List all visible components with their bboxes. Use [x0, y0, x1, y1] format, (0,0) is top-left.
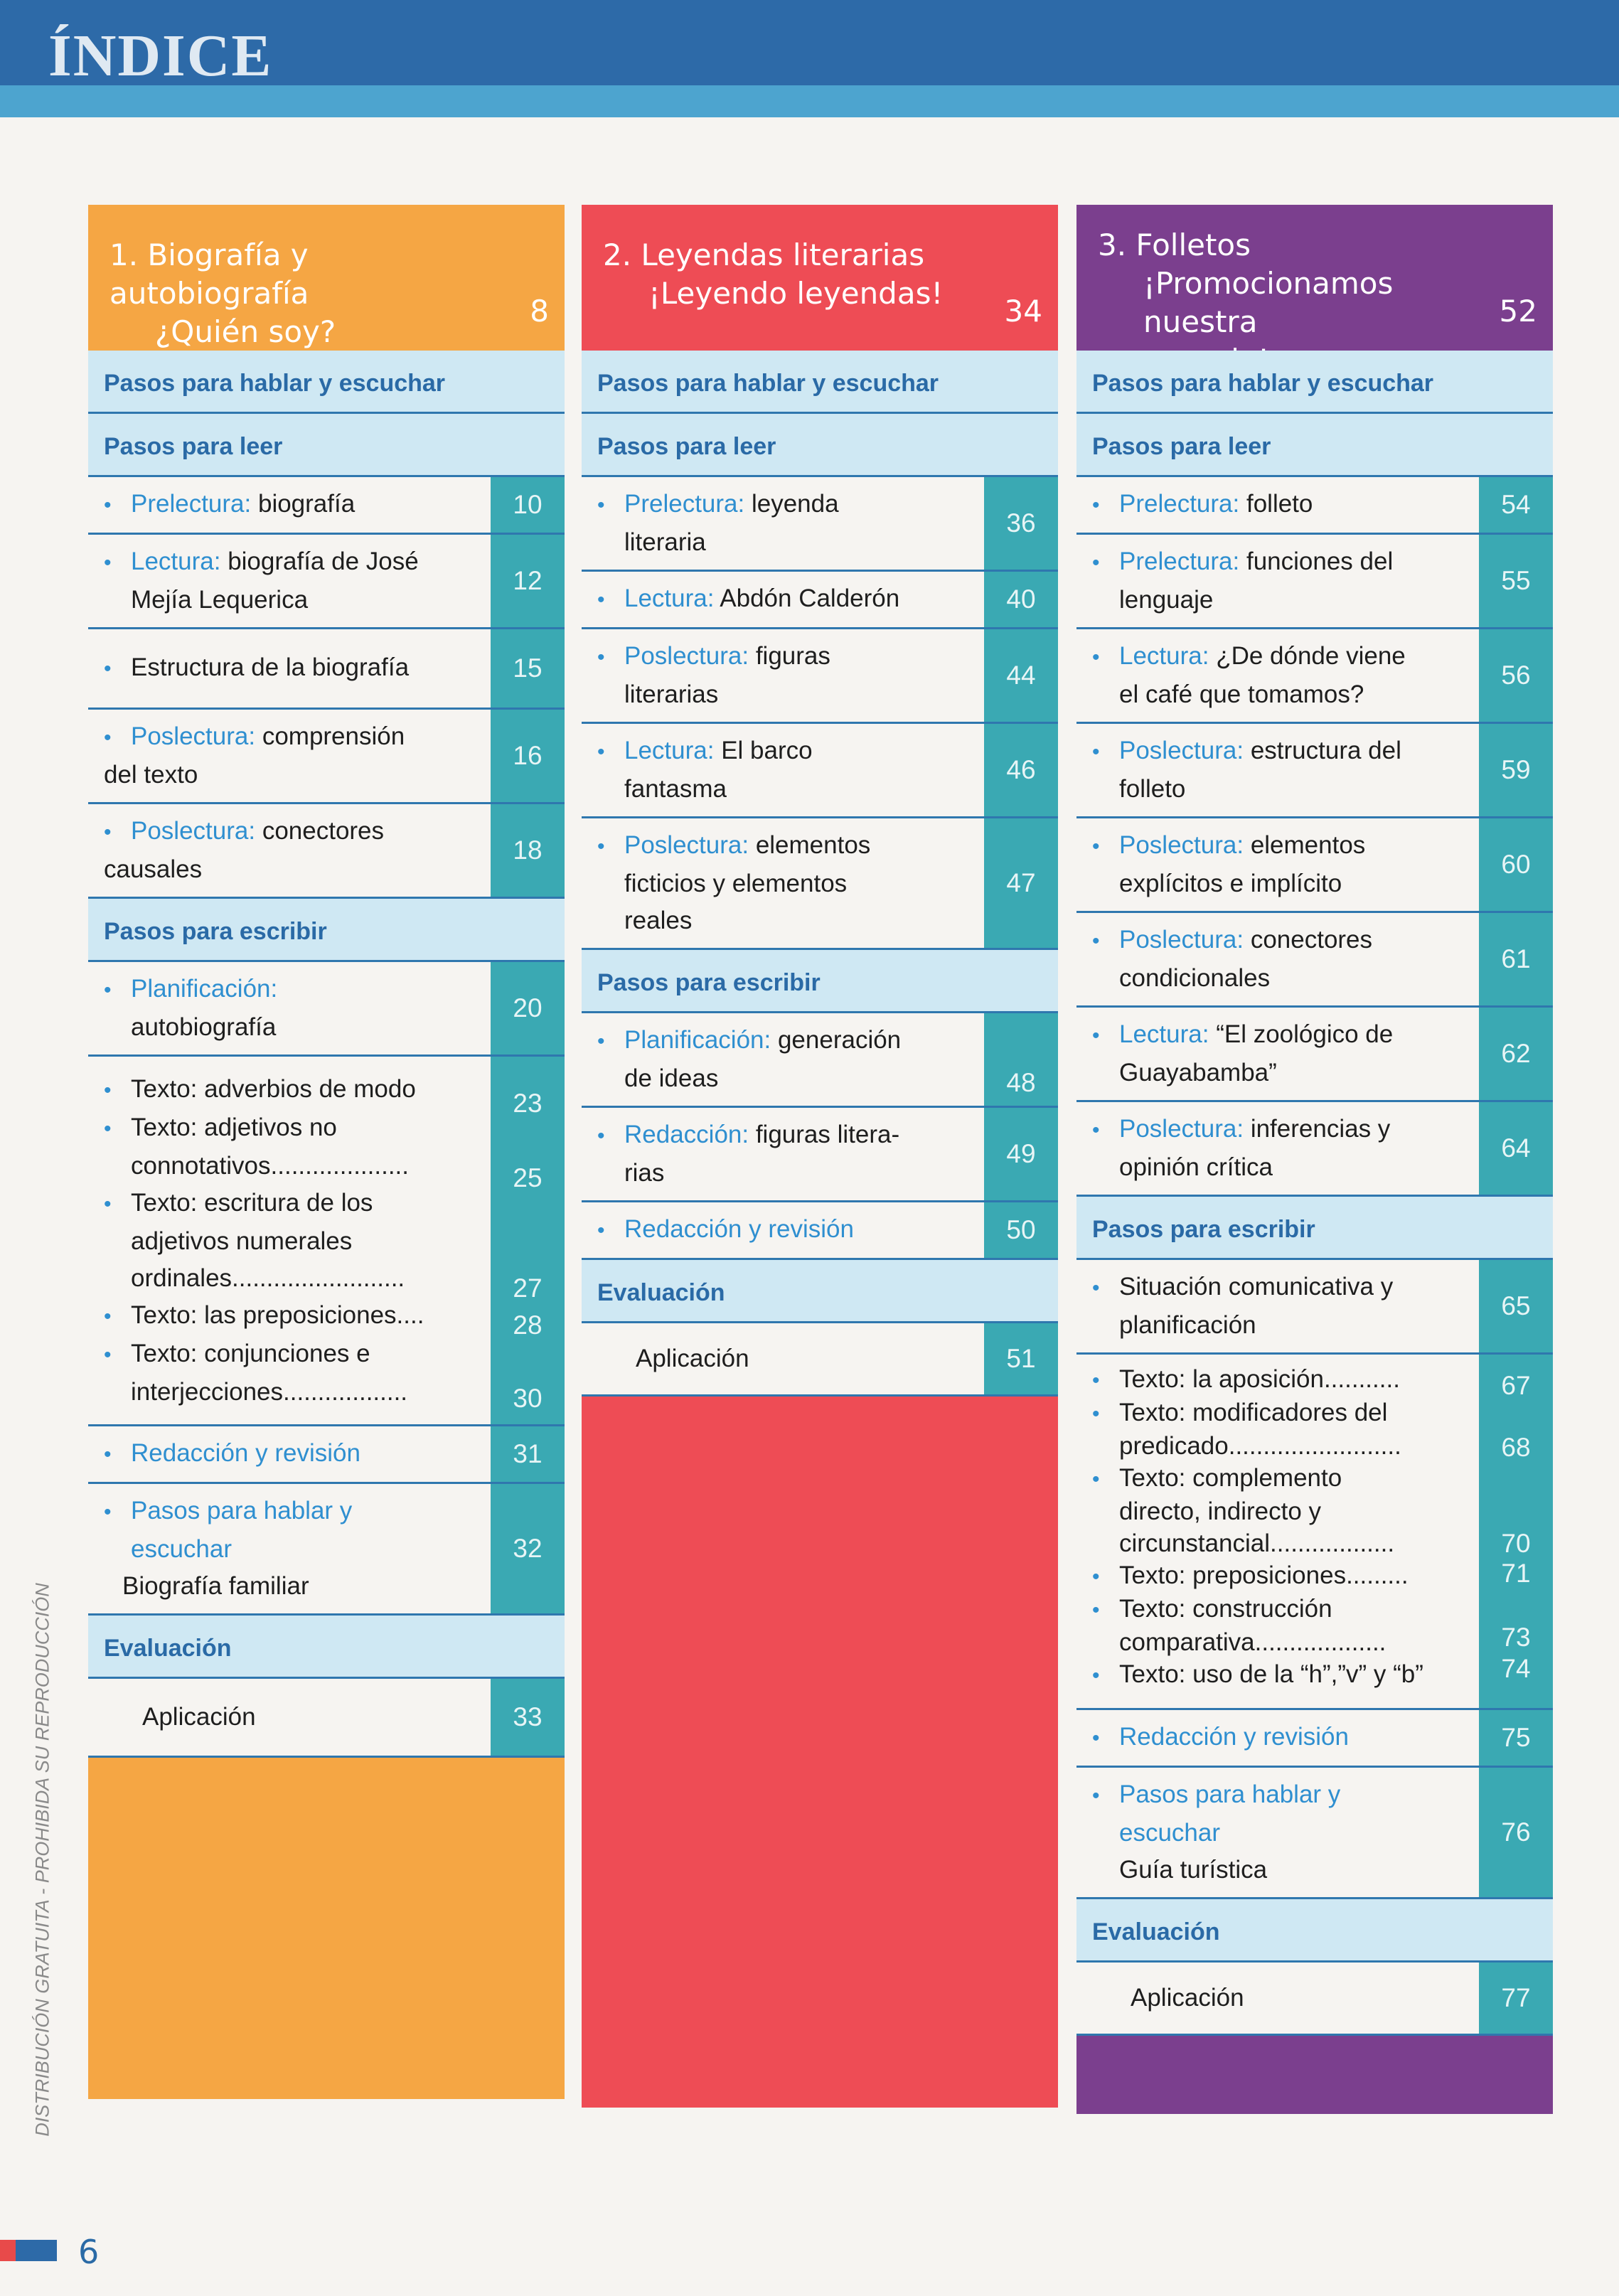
unit-2-page: 34 — [1004, 294, 1042, 329]
entry-page: 77 — [1501, 1983, 1531, 2012]
unit-3-body — [1076, 351, 1553, 2036]
entry-page: 23 — [513, 1089, 543, 1118]
entry-page: 16 — [513, 741, 543, 770]
bullet-icon: • — [1092, 1276, 1100, 1300]
toc-entry[interactable]: • Pasos para hablar y escuchar Guía turística 76 — [1076, 1768, 1553, 1899]
unit-3-subtitle: ¡Promocionamos nuestra — [1143, 266, 1394, 339]
entry-page: 50 — [1006, 1215, 1036, 1244]
entry-page: 74 — [1501, 1654, 1531, 1683]
toc-entry[interactable]: • Poslectura: conectores condicionales 61 — [1076, 913, 1553, 1008]
toc-entry[interactable]: • Situación comunicativa y planificación 65 — [1076, 1260, 1553, 1355]
toc-entry[interactable]: Aplicación 33 — [88, 1679, 565, 1758]
entry-page: 56 — [1501, 661, 1531, 690]
bullet-icon: • — [104, 1117, 112, 1141]
toc-entry[interactable]: • Poslectura: elementos explícitos e implícito 60 — [1076, 818, 1553, 913]
bullet-icon: • — [104, 1079, 112, 1102]
bullet-icon: • — [104, 657, 112, 680]
bullet-icon: • — [1092, 740, 1100, 764]
unit-2-header[interactable] — [582, 205, 1058, 351]
bullet-icon: • — [104, 821, 112, 844]
bullet-icon: • — [104, 493, 112, 517]
bullet-icon: • — [104, 1192, 112, 1216]
side-copyright-text: DISTRIBUCIÓN GRATUITA - PROHIBIDA SU REPRODUCCIÓN — [31, 1583, 53, 2137]
section-leer: Pasos para leer — [1076, 414, 1553, 477]
toc-entry[interactable]: • Prelectura: funciones del lenguaje 55 — [1076, 535, 1553, 629]
entry-page: 64 — [1501, 1133, 1531, 1163]
page-title: ÍNDICE — [48, 23, 273, 89]
bullet-icon: • — [597, 1219, 605, 1242]
toc-entry[interactable]: • Poslectura: figuras literarias 44 — [582, 629, 1058, 724]
unit-2-subtitle: ¡Leyendo leyendas! — [648, 276, 944, 311]
section-escribir: Pasos para escribir — [582, 950, 1058, 1013]
entry-page: 76 — [1501, 1817, 1531, 1847]
bullet-icon: • — [597, 1124, 605, 1148]
unit-1-subtitle: ¿Quién soy? — [155, 314, 336, 349]
bullet-icon: • — [1092, 1024, 1100, 1047]
unit-2-color-block — [582, 1397, 1058, 2108]
toc-entry[interactable]: • Lectura: “El zoológico de Guayabamba” 62 — [1076, 1008, 1553, 1102]
toc-entry[interactable]: Aplicación 51 — [582, 1323, 1058, 1397]
entry-page: 73 — [1501, 1623, 1531, 1652]
toc-entry[interactable]: • Redacción: figuras litera- rias 49 — [582, 1108, 1058, 1202]
bullet-icon: • — [1092, 551, 1100, 575]
bullet-icon: • — [1092, 493, 1100, 517]
bullet-icon: • — [1092, 1784, 1100, 1808]
unit-1-header[interactable] — [88, 205, 565, 351]
bullet-icon: • — [1092, 1726, 1100, 1750]
bullet-icon: • — [597, 835, 605, 858]
unit-1-page: 8 — [530, 294, 549, 329]
bullet-icon: • — [1092, 646, 1100, 669]
toc-entry[interactable]: • Lectura: Abdón Calderón 40 — [582, 572, 1058, 629]
toc-entry[interactable]: • Lectura: biografía de José Mejía Lequerica 12 — [88, 535, 565, 629]
footer-accent — [0, 2240, 16, 2261]
toc-entry[interactable]: • Poslectura: conectores causales 18 — [88, 804, 565, 899]
bullet-icon: • — [104, 551, 112, 575]
bullet-icon: • — [1092, 929, 1100, 953]
bullet-icon: • — [104, 726, 112, 749]
bullet-icon: • — [104, 1343, 112, 1367]
entry-page: 36 — [1006, 508, 1036, 538]
section-evaluacion: Evaluación — [88, 1616, 565, 1679]
bullet-icon: • — [1092, 1565, 1100, 1588]
bullet-icon: • — [1092, 1598, 1100, 1622]
toc-entry[interactable]: • Lectura: El barco fantasma 46 — [582, 724, 1058, 818]
entry-page: 12 — [513, 566, 543, 595]
toc-entry[interactable]: • Poslectura: estructura del folleto 59 — [1076, 724, 1553, 818]
unit-3-column — [1076, 205, 1553, 2114]
unit-2-title: 2. Leyendas literarias — [603, 237, 925, 272]
toc-entry[interactable]: • Poslectura: comprensión del texto 16 — [88, 710, 565, 804]
toc-entry[interactable]: • Planificación: autobiografía 20 — [88, 962, 565, 1057]
entry-page: 61 — [1501, 944, 1531, 973]
entry-page: 30 — [513, 1384, 543, 1413]
entry-page: 47 — [1006, 868, 1036, 897]
toc-entry[interactable]: • Redacción y revisión 75 — [1076, 1710, 1553, 1768]
entry-page: 55 — [1501, 566, 1531, 595]
entry-page: 10 — [513, 490, 543, 519]
toc-entry[interactable]: • Redacción y revisión 31 — [88, 1426, 565, 1484]
bullet-icon: • — [1092, 1468, 1100, 1491]
bullet-icon: • — [1092, 1664, 1100, 1687]
entry-page: 40 — [1006, 584, 1036, 614]
toc-entry-group[interactable]: • Texto: la aposición........... • Texto: modificadores del predicado......................... • Texto: complemento directo, indirecto y circunstancial.................. • Texto: preposiciones......... • Texto: construcción comparativa................... • Texto: uso de la “h”,”v” y “b” 67 68 70 71 73 74 — [1076, 1355, 1553, 1710]
toc-entry[interactable]: • Estructura de la biografía 15 — [88, 629, 565, 710]
toc-entry[interactable]: • Prelectura: leyenda literaria 36 — [582, 477, 1058, 572]
bullet-icon: • — [104, 978, 112, 1002]
bullet-icon: • — [1092, 835, 1100, 858]
entry-page: 44 — [1006, 661, 1036, 690]
entry-page: 75 — [1501, 1723, 1531, 1752]
bullet-icon: • — [1092, 1402, 1100, 1426]
entry-page: 68 — [1501, 1433, 1531, 1462]
entry-page: 62 — [1501, 1039, 1531, 1068]
unit-1-column — [88, 205, 565, 2099]
bullet-icon: • — [104, 1500, 112, 1524]
entry-page: 33 — [513, 1702, 543, 1731]
toc-entry[interactable]: • Poslectura: inferencias y opinión crítica 64 — [1076, 1102, 1553, 1197]
unit-3-title: 3. Folletos — [1098, 228, 1251, 262]
unit-1-body — [88, 351, 565, 1758]
section-evaluacion: Evaluación — [582, 1260, 1058, 1323]
entry-page: 48 — [1006, 1067, 1036, 1097]
entry-page: 20 — [513, 993, 543, 1022]
entry-page: 67 — [1501, 1371, 1531, 1400]
unit-2-body — [582, 351, 1058, 1397]
bullet-icon: • — [1092, 1118, 1100, 1142]
section-escribir: Pasos para escribir — [1076, 1197, 1553, 1260]
section-leer: Pasos para leer — [88, 414, 565, 477]
toc-entry[interactable]: Aplicación 77 — [1076, 1963, 1553, 2036]
bullet-icon: • — [104, 1305, 112, 1328]
unit-3-color-block — [1076, 2036, 1553, 2114]
entry-page: 54 — [1501, 490, 1531, 519]
unit-1-color-block — [88, 1758, 565, 2099]
entry-page: 18 — [513, 835, 543, 865]
toc-entry[interactable]: • Redacción y revisión 50 — [582, 1202, 1058, 1260]
page-number: 6 — [78, 2233, 100, 2271]
unit-3-page: 52 — [1499, 294, 1537, 329]
entry-page: 70 — [1501, 1529, 1531, 1558]
bullet-icon: • — [104, 1443, 112, 1466]
toc-entry[interactable]: • Pasos para hablar y escuchar Biografía familiar 32 — [88, 1484, 565, 1616]
section-hablar: Pasos para hablar y escuchar — [1076, 351, 1553, 414]
bullet-icon: • — [597, 646, 605, 669]
entry-page: 15 — [513, 653, 543, 683]
entry-page: 71 — [1501, 1559, 1531, 1588]
bullet-icon: • — [597, 493, 605, 517]
bullet-icon: • — [597, 1030, 605, 1053]
section-escribir: Pasos para escribir — [88, 899, 565, 962]
entry-page: 32 — [513, 1534, 543, 1563]
entry-page: 27 — [513, 1274, 543, 1303]
toc-entry[interactable]: • Prelectura: biografía 10 — [88, 477, 565, 535]
toc-entry-group[interactable]: • Texto: adverbios de modo • Texto: adjetivos no connotativos.................... • Texto: escritura de los adjetivos numerales ordinales......................... • Texto: las preposiciones.... • Texto: conjunciones e interjecciones.................. 23 25 27 28 30 — [88, 1057, 565, 1426]
toc-entry[interactable]: • Prelectura: folleto 54 — [1076, 477, 1553, 535]
entry-page: 65 — [1501, 1291, 1531, 1320]
unit-2-column — [582, 205, 1058, 2108]
section-leer: Pasos para leer — [582, 414, 1058, 477]
entry-page: 25 — [513, 1163, 543, 1192]
section-hablar: Pasos para hablar y escuchar — [88, 351, 565, 414]
toc-entry[interactable]: • Lectura: ¿De dónde viene el café que tomamos? 56 — [1076, 629, 1553, 724]
bullet-icon: • — [1092, 1369, 1100, 1392]
toc-entry[interactable]: • Poslectura: elementos ficticios y elementos reales 47 — [582, 818, 1058, 950]
entry-page: 31 — [513, 1439, 543, 1468]
entry-page: 51 — [1006, 1344, 1036, 1373]
entry-page: 28 — [513, 1310, 543, 1340]
bullet-icon: • — [597, 588, 605, 612]
entry-page: 46 — [1006, 755, 1036, 784]
entry-page: 59 — [1501, 755, 1531, 784]
unit-1-title: 1. Biografía y autobiografía — [109, 237, 309, 311]
bullet-icon: • — [597, 740, 605, 764]
unit-3-header[interactable] — [1076, 205, 1553, 351]
section-hablar: Pasos para hablar y escuchar — [582, 351, 1058, 414]
entry-page: 60 — [1501, 850, 1531, 879]
entry-page: 49 — [1006, 1139, 1036, 1168]
section-evaluacion: Evaluación — [1076, 1899, 1553, 1963]
toc-entry[interactable]: • Planificación: generación de ideas 48 — [582, 1013, 1058, 1108]
